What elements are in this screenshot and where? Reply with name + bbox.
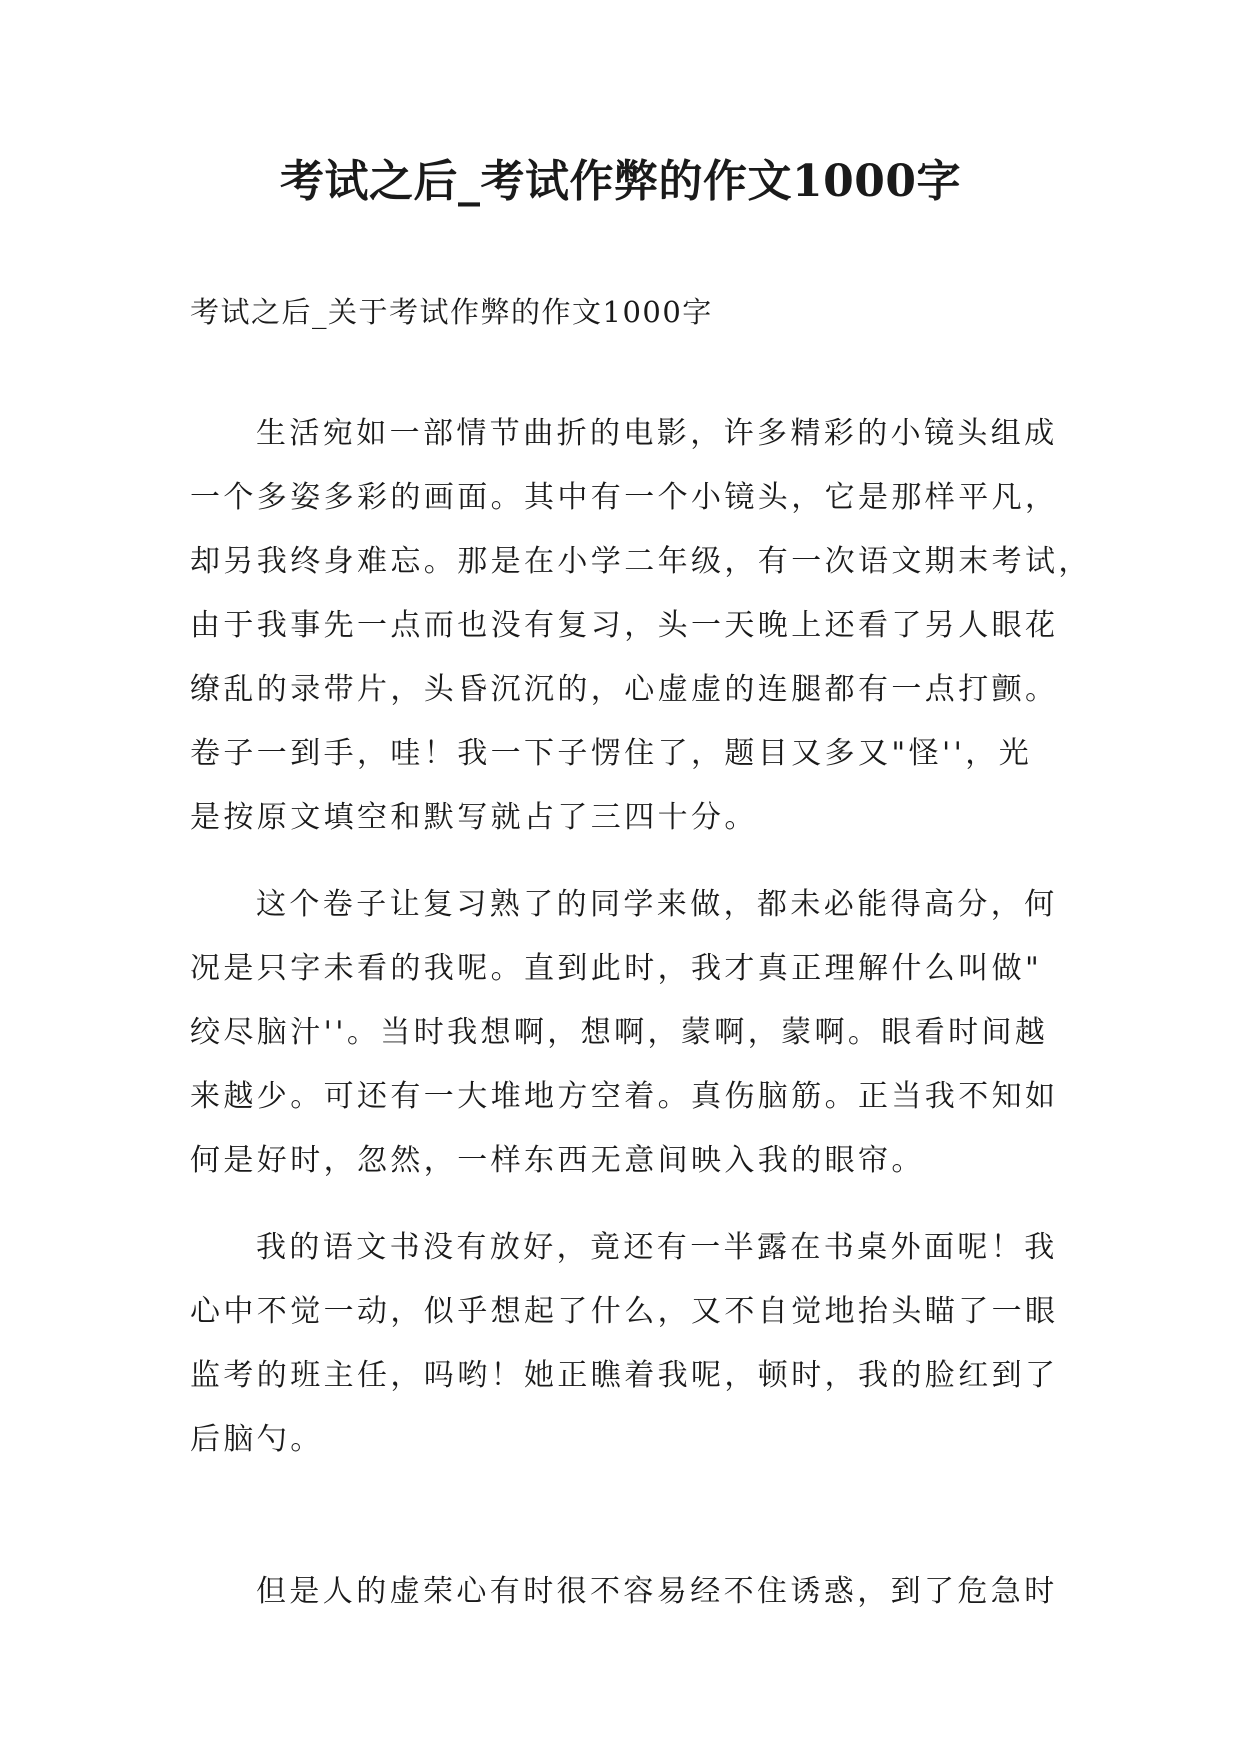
paragraph-line: 来越少。可还有一大堆地方空着。真伤脑筋。正当我不知如 — [190, 1079, 1059, 1114]
document-title: 考试之后_考试作弊的作文1000字 — [280, 156, 961, 207]
paragraph-line: 由于我事先一点而也没有复习，头一天晚上还看了另人眼花 — [190, 608, 1059, 643]
paragraph-line: 何是好时，忽然，一样东西无意间映入我的眼帘。 — [190, 1143, 925, 1178]
paragraph-line: 监考的班主任，吗哟！她正瞧着我呢，顿时，我的脸红到了 — [190, 1358, 1059, 1393]
paragraph-1 — [190, 402, 1092, 850]
paragraph-line: 况是只字未看的我呢。直到此时，我才真正理解什么叫做" — [190, 951, 1043, 986]
paragraph-line: 绞尽脑汁''。当时我想啊，想啊，蒙啊，蒙啊。眼看时间越 — [190, 1015, 1049, 1050]
paragraph-line: 后脑勺。 — [190, 1422, 324, 1457]
paragraph-4 — [190, 1560, 1076, 1624]
paragraph-line: 生活宛如一部情节曲折的电影，许多精彩的小镜头组成 — [256, 416, 1058, 451]
document-subtitle: 考试之后_关于考试作弊的作文1000字 — [190, 295, 713, 329]
paragraph-line: 是按原文填空和默写就占了三四十分。 — [190, 800, 758, 835]
paragraph-line: 我的语文书没有放好，竟还有一半露在书桌外面呢！我 — [256, 1230, 1058, 1265]
paragraph-line: 卷子一到手，哇！我一下子愣住了，题目又多又"怪''，光 — [190, 736, 1033, 771]
paragraph-line: 心中不觉一动，似乎想起了什么，又不自觉地抬头瞄了一眼 — [190, 1294, 1059, 1329]
paragraph-2 — [190, 873, 1076, 1193]
paragraph-line: 缭乱的录带片，头昏沉沉的，心虚虚的连腿都有一点打颤。 — [190, 672, 1059, 707]
paragraph-line: 这个卷子让复习熟了的同学来做，都未必能得高分，何 — [256, 887, 1058, 922]
paragraph-line: 但是人的虚荣心有时很不容易经不住诱惑，到了危急时 — [256, 1574, 1058, 1609]
paragraph-3 — [190, 1216, 1076, 1472]
paragraph-line: 却另我终身难忘。那是在小学二年级，有一次语文期末考试， — [190, 544, 1092, 579]
paragraph-line: 一个多姿多彩的画面。其中有一个小镜头，它是那样平凡， — [190, 480, 1059, 515]
